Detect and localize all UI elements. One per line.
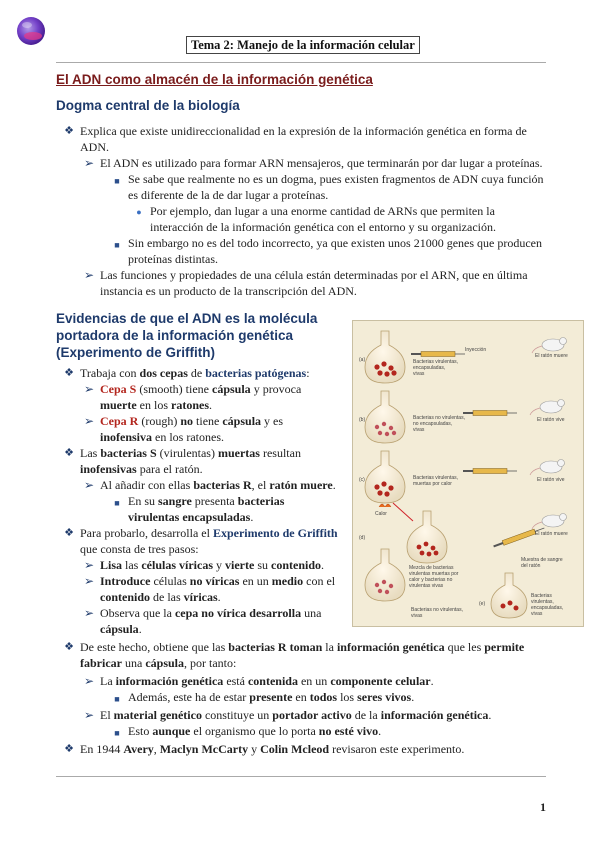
square-bullet-icon: ■ <box>114 176 120 186</box>
square-bullet-icon: ■ <box>114 240 120 250</box>
label-text: Bacterias no virulentas, <box>413 415 465 421</box>
arrow-bullet-icon: ➢ <box>83 478 95 492</box>
arrow-bullet-icon: ➢ <box>83 268 95 282</box>
diamond-bullet-icon: ❖ <box>64 527 74 539</box>
flask-row-b <box>359 391 565 443</box>
bullet-item: ❖ En 1944 Avery, Maclyn McCarty y Colin Mcleod revisaron este experimento. <box>80 742 550 758</box>
document-header-title: Tema 2: Manejo de la información celular <box>186 36 420 54</box>
bullet-item: ➢ Observa que la cepa no vírica desarrolla una cápsula. <box>83 606 322 636</box>
bullet-item: ❖ Las bacterias S (virulentas) muertas resultan inofensivas para el ratón. <box>80 446 350 477</box>
bullet-item <box>64 124 550 155</box>
bullet-text: es diferente de la de dar lugar a proteínas. <box>128 187 329 202</box>
diamond-bullet-icon: ❖ <box>64 641 74 653</box>
arrow-bullet-icon: ➢ <box>83 382 95 396</box>
section-title: El ADN como almacén de la información genética <box>56 72 373 87</box>
label-text: encapsuladas, <box>531 605 564 611</box>
label-text: Bacterias virulentas, <box>413 475 459 481</box>
section-title-griffith <box>56 310 317 361</box>
page-number: 1 <box>540 800 546 814</box>
bullet-text: Se sabe que realmente no es un dogma, pues existen fragmentos de ADN cuya función <box>128 172 544 186</box>
label-text: del ratón <box>521 563 541 569</box>
bullet-text: ADN. <box>80 139 109 154</box>
bullet-item: ■ Esto aunque el organismo que lo porta no esté vivo. <box>128 724 548 740</box>
label-d: (d) <box>359 535 366 541</box>
bullet-text: El ADN es utilizado para formar ARN mensajeros, que terminarán por dar lugar a proteínas. <box>100 156 543 170</box>
bullet-item <box>114 172 548 203</box>
label-a: (a) <box>359 357 366 363</box>
bullet-item: ➢ Introduce células no víricas en un medio con el contenido de las víricas. <box>83 574 336 604</box>
flask-row-c <box>359 451 565 517</box>
bullet-item <box>83 268 550 299</box>
bullet-text: instancia es un producto de la transcripción del ADN. <box>100 283 357 298</box>
bullet-item: ❖ De este hecho, obtiene que las bacterias R toman la información genética que les permite fabricar una cápsula, por tanto: <box>80 640 540 671</box>
label-text: Bacterias <box>531 593 552 599</box>
diamond-bullet-icon: ❖ <box>64 743 74 755</box>
diamond-bullet-icon: ❖ <box>64 125 74 137</box>
section-title-line: (Experimento de Griffith) <box>56 345 216 360</box>
label-text: Calor <box>375 511 387 517</box>
bullet-text: Explica que existe unidireccionalidad en la expresión de la información genética en forma de <box>80 124 527 138</box>
bullet-item: ➢ Al añadir con ellas bacterias R, el ratón muere. <box>83 478 336 492</box>
label-text: El ratón muere <box>535 353 568 359</box>
arrow-bullet-icon: ➢ <box>83 674 95 688</box>
header-divider <box>56 62 546 63</box>
label-text: calor y bacterias no <box>409 577 453 583</box>
label-text: vivas <box>411 613 423 619</box>
bullet-item: ➢ La información genética está contenida en un componente celular. <box>83 674 434 688</box>
arrow-bullet-icon: ➢ <box>83 558 95 572</box>
label-text: Muestra de sangre <box>521 557 563 563</box>
label-text: Bacterias virulentas, <box>413 359 459 365</box>
logo-icon <box>14 14 48 48</box>
label-text: encapsuladas, <box>413 365 446 371</box>
bullet-item: ❖ Trabaja con dos cepas de bacterias patógenas: <box>80 366 345 382</box>
bullet-item: ➢ El material genético constituye un portador activo de la información genética. <box>83 708 492 722</box>
label-e: (e) <box>479 601 486 607</box>
label-text: Inyección <box>465 347 487 353</box>
label-text: vivas <box>531 611 543 617</box>
label-b: (b) <box>359 417 366 423</box>
bullet-item: ➢ Cepa S (smooth) tiene cápsula y provoca muerte en los ratones. <box>83 382 302 412</box>
square-bullet-icon: ■ <box>114 498 120 508</box>
bullet-item: ■ Además, este ha de estar presente en todos los seres vivos. <box>128 690 548 706</box>
arrow-bullet-icon: ➢ <box>83 414 95 428</box>
bullet-text: proteínas distintas. <box>128 251 218 266</box>
label-text: vivas <box>413 427 425 433</box>
square-bullet-icon: ■ <box>114 728 120 738</box>
arrow-bullet-icon: ➢ <box>83 574 95 588</box>
bullet-text: Sin embargo no es del todo incorrecto, ya que existen unos 21000 genes que producen <box>128 236 543 250</box>
bullet-item <box>83 156 550 172</box>
bullet-item: ■ En su sangre presenta bacterias virulentas encapsuladas. <box>128 494 348 525</box>
label-text: no encapsuladas, <box>413 421 453 427</box>
griffith-experiment-figure <box>352 320 584 627</box>
bullet-item: ❖ Para probarlo, desarrolla el Experimento de Griffith que consta de tres pasos: <box>80 526 350 557</box>
label-text: virulentas vivas <box>409 583 444 589</box>
circle-bullet-icon: ● <box>136 207 142 217</box>
label-text: Mezcla de bacterias <box>409 565 454 571</box>
flask-row-a <box>359 331 568 383</box>
bullet-item <box>114 236 548 267</box>
diamond-bullet-icon: ❖ <box>64 367 74 379</box>
bullet-text: Por ejemplo, dan lugar a una enorme cantidad de ARNs que permiten la <box>150 204 495 218</box>
arrow-bullet-icon: ➢ <box>83 156 95 170</box>
label-text: muertas por calor <box>413 481 452 487</box>
label-text: El ratón vive <box>537 477 565 483</box>
griffith-diagram <box>353 321 583 626</box>
bullet-item: ➢ Cepa R (rough) no tiene cápsula y es inofensiva en los ratones. <box>83 414 284 444</box>
label-text: El ratón muere <box>535 531 568 537</box>
section-title-line: Evidencias de que el ADN es la molécula <box>56 311 318 326</box>
bullet-item: ➢ Lisa las células víricas y vierte su contenido. <box>83 558 325 572</box>
footer-divider <box>56 776 546 777</box>
label-text: virulentas, <box>531 599 554 605</box>
arrow-bullet-icon: ➢ <box>83 708 95 722</box>
label-text: Bacterias no virulentas, <box>411 607 463 613</box>
label-text: vivas <box>413 371 425 377</box>
label-text: El ratón vive <box>537 417 565 423</box>
bullet-text: Las funciones y propiedades de una célula están determinadas por el ARN, que en última <box>100 268 528 282</box>
square-bullet-icon: ■ <box>114 694 120 704</box>
label-text: virulentas muertas por <box>409 571 459 577</box>
section-title-line: portadora de la información genética <box>56 328 294 343</box>
diamond-bullet-icon: ❖ <box>64 447 74 459</box>
bullet-item <box>136 204 550 235</box>
section-subtitle: Dogma central de la biología <box>56 98 240 113</box>
arrow-bullet-icon: ➢ <box>83 606 95 620</box>
label-c: (c) <box>359 477 365 483</box>
bullet-text: interacción de la información genética con el entorno y su organización. <box>150 219 496 234</box>
